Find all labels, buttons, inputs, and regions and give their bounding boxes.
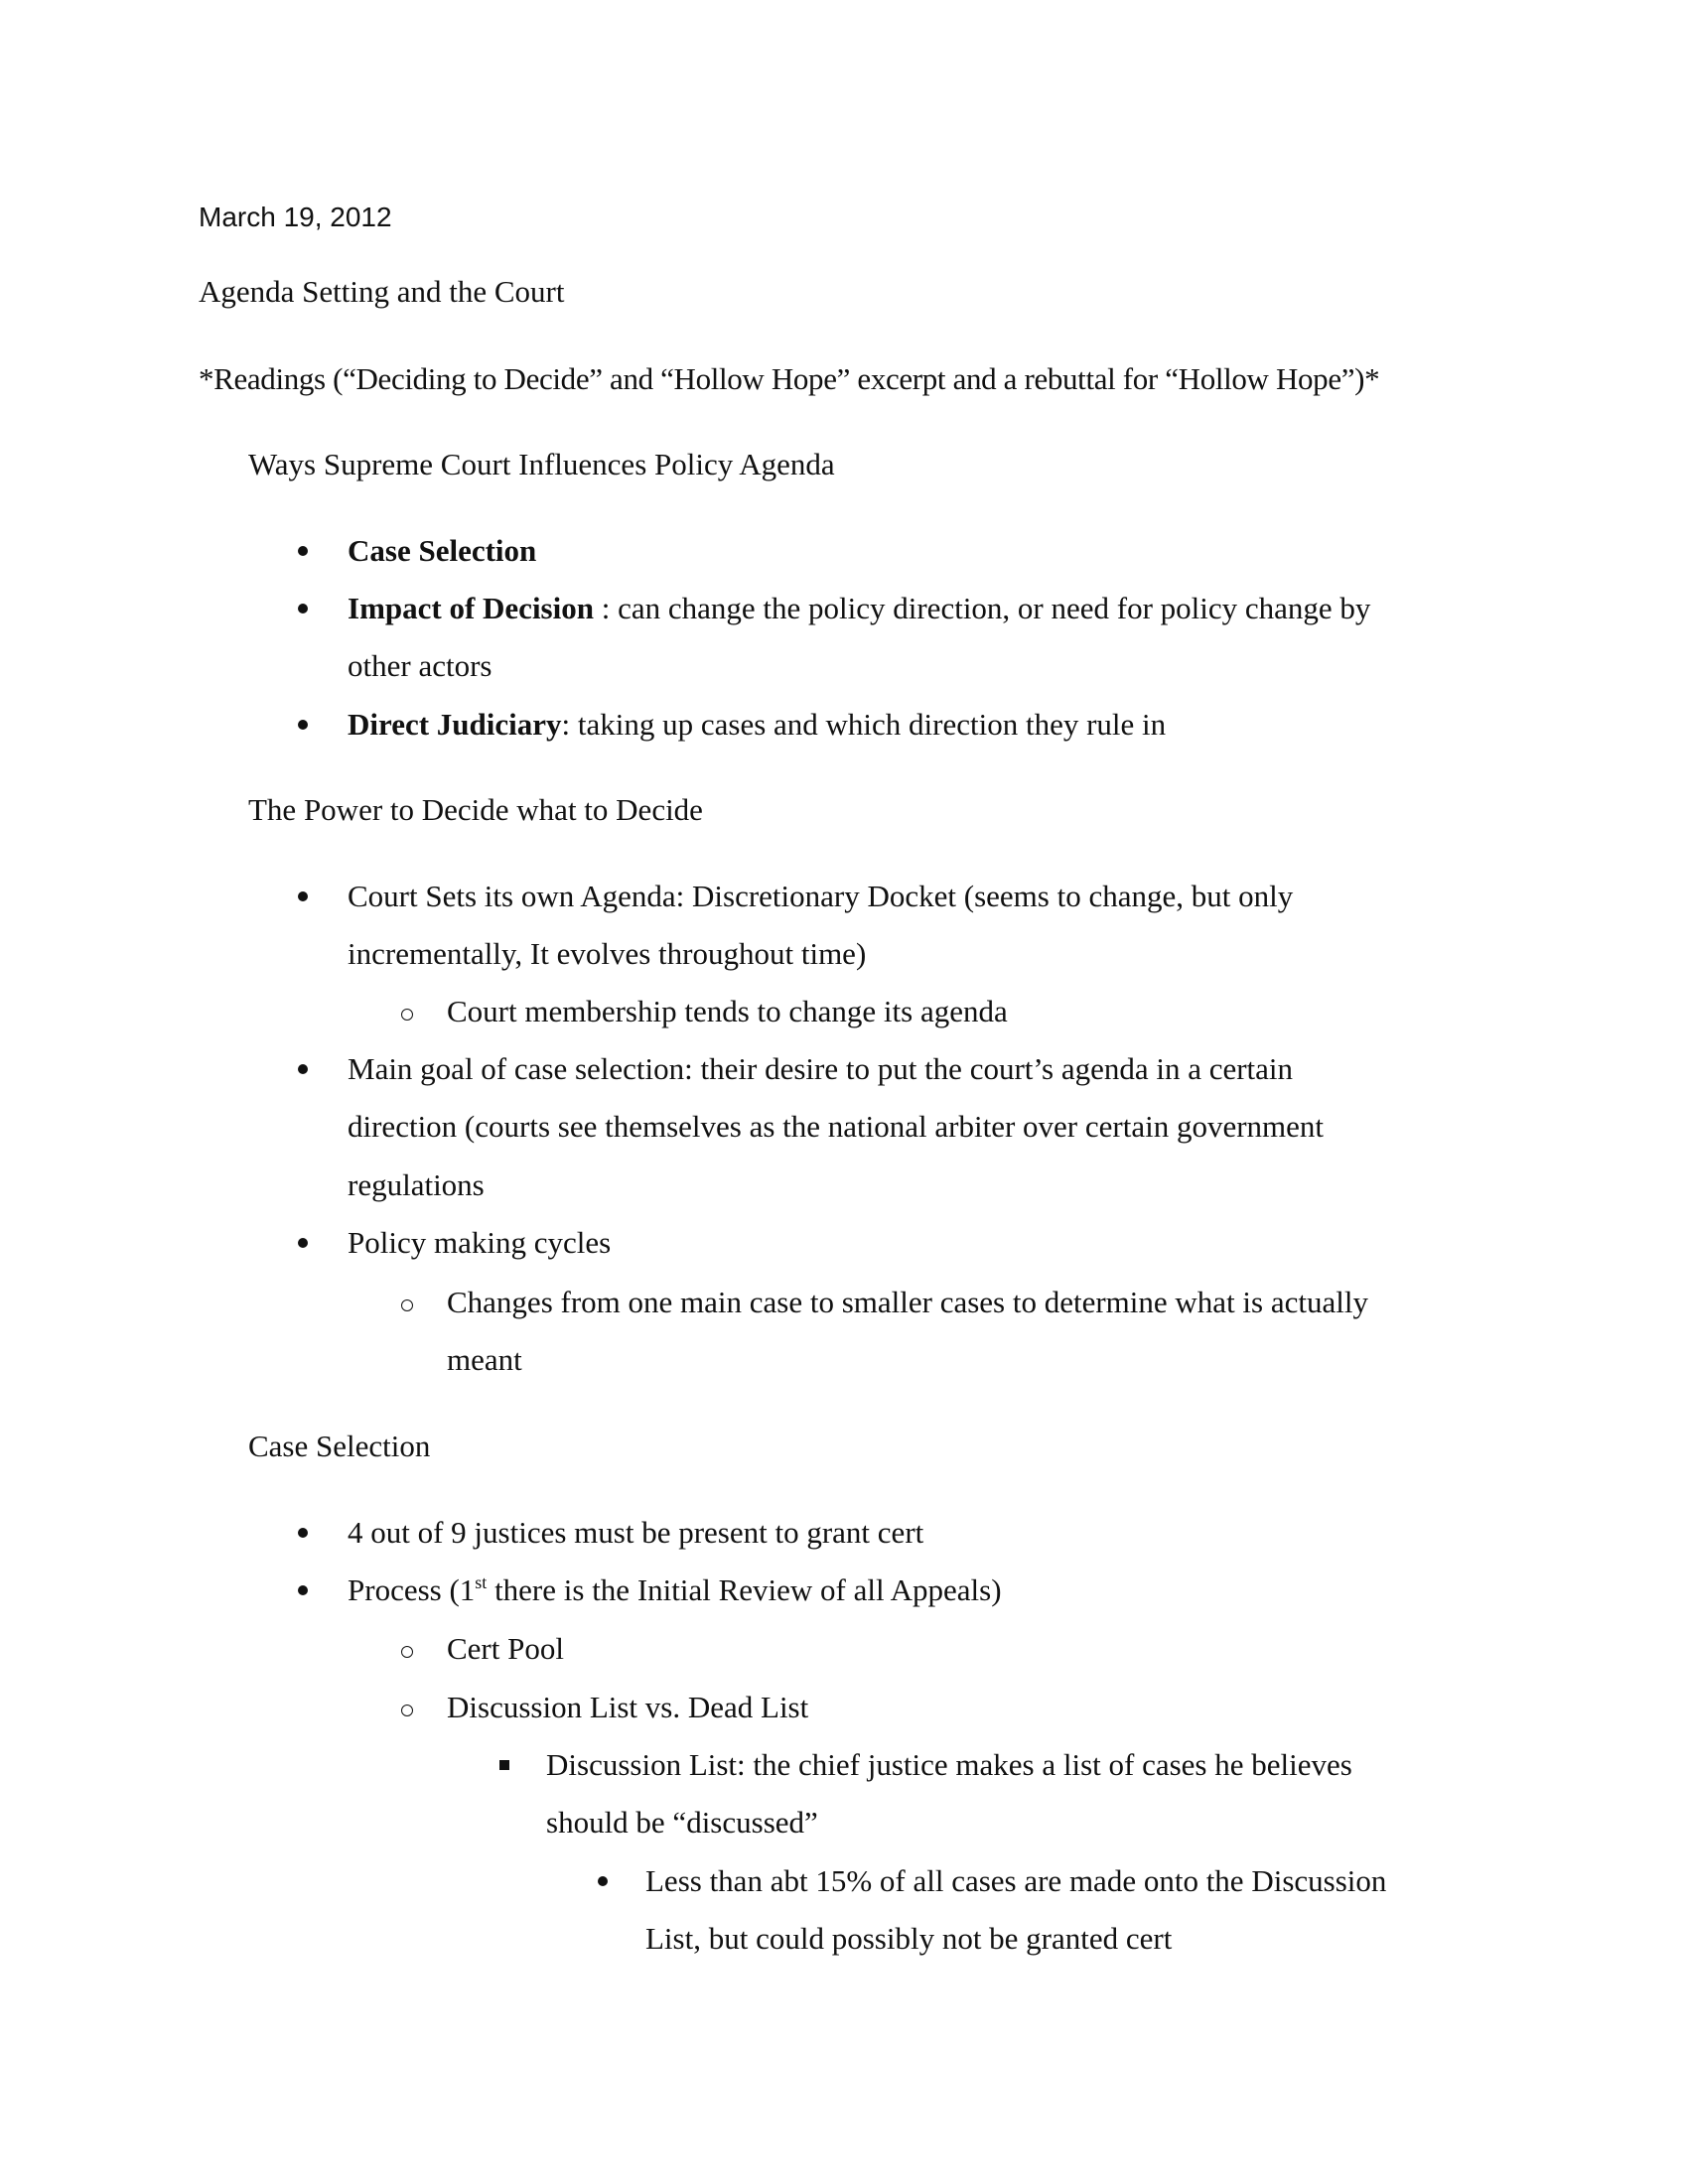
deep-list-item-line: List, but could possibly not be granted cert [645,1921,1173,1956]
list-item-line: direction (courts see themselves as the national arbiter over certain government [348,1109,1325,1144]
bullet-disc-icon [298,720,308,730]
readings-note: *Readings (“Deciding to Decide” and “Hollow Hope” excerpt and a rebuttal for “Hollow Hope”)* [199,361,1380,396]
bullet-disc-icon [298,604,308,614]
bullet-disc-icon [598,1876,608,1886]
list-item-policy-cycles: Policy making cycles [348,1225,612,1260]
sub-list-item: Court membership tends to change its agenda [447,994,1008,1028]
list-item-case-selection: Case Selection [348,533,537,568]
bullet-disc-icon [298,1238,308,1248]
sub-list-item: Changes from one main case to smaller cases to determine what is actually [447,1285,1368,1319]
section-heading-power-to-decide: The Power to Decide what to Decide [248,792,703,827]
list-item-direct-judiciary [348,707,1166,743]
list-item-line: Main goal of case selection: their desire to put the court’s agenda in a certain [348,1051,1294,1086]
section-heading-influences: Ways Supreme Court Influences Policy Agenda [248,447,835,481]
sub-list-item-cert-pool: Cert Pool [447,1631,564,1666]
list-item-label: Impact of Decision [348,591,594,625]
bullet-disc-icon [298,1064,308,1074]
list-item-justices: 4 out of 9 justices must be present to grant cert [348,1515,924,1550]
sub-list-item-discussion-dead: Discussion List vs. Dead List [447,1690,809,1724]
bullet-disc-icon [298,1585,308,1595]
process-superscript: st [475,1572,488,1592]
sub-list-item-line: meant [447,1342,522,1377]
list-item-label: Direct Judiciary [348,707,562,742]
bullet-disc-icon [298,546,308,556]
deep-list-item: Less than abt 15% of all cases are made onto the Discussion [645,1863,1387,1898]
list-item-impact-of-decision [348,591,1370,626]
list-item-line: incrementally, It evolves throughout time) [348,936,867,971]
bullet-circle-icon [401,1705,413,1716]
process-text-pre: Process (1 [348,1572,476,1607]
document-title: Agenda Setting and the Court [199,274,565,309]
list-item-text: : can change the policy direction, or need for policy change by [593,591,1371,625]
list-item-text: : taking up cases and which direction they rule in [561,707,1167,742]
sub-sub-list-item-line: should be “discussed” [546,1805,818,1840]
list-item-line: regulations [348,1167,485,1202]
list-item-continuation: other actors [348,648,492,683]
bullet-circle-icon [401,1009,413,1021]
list-item-process [348,1572,1002,1608]
list-item-line: Court Sets its own Agenda: Discretionary Docket (seems to change, but only [348,879,1294,913]
section-heading-case-selection: Case Selection [248,1429,431,1463]
bullet-disc-icon [298,891,308,901]
bullet-square-icon [499,1760,509,1770]
bullet-disc-icon [298,1528,308,1538]
bullet-circle-icon [401,1299,413,1311]
bullet-circle-icon [401,1646,413,1658]
process-text-post: there is the Initial Review of all Appeals) [487,1572,1002,1607]
sub-sub-list-item: Discussion List: the chief justice makes a list of cases he believes [546,1747,1352,1782]
document-date: March 19, 2012 [199,202,392,232]
